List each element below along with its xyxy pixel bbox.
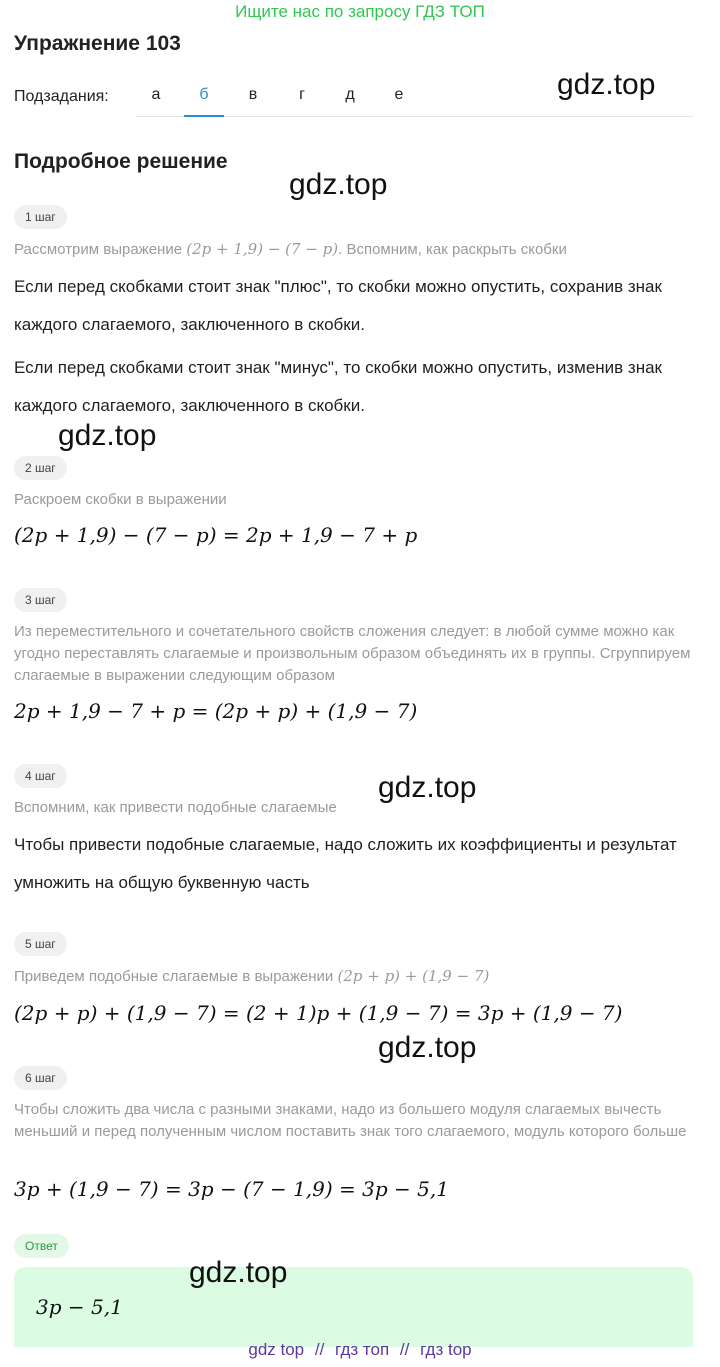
step-chip: 1 шаг <box>14 205 67 229</box>
footer-link[interactable]: гдз top <box>420 1340 472 1359</box>
footer-separator: // <box>314 1340 325 1359</box>
step-chip: 3 шаг <box>14 588 67 612</box>
rule-text: Если перед скобками стоит знак "минус", то скобки можно опустить, изменив знак каждого слагаемого, заключенного в скобки. <box>14 358 662 415</box>
step-hint: Вспомним, как привести подобные слагаемые <box>14 799 337 816</box>
hint-math: (2p + 1,9) − (7 − p) <box>186 240 339 258</box>
tab-e[interactable]: е <box>394 86 404 103</box>
tab-b[interactable]: б <box>184 86 224 104</box>
tab-g[interactable]: г <box>299 86 305 103</box>
formula: 2p + 1,9 − 7 + p = (2p + p) + (1,9 − 7) <box>14 699 418 723</box>
step-chip: 5 шаг <box>14 932 67 956</box>
formula: 3p + (1,9 − 7) = 3p − (7 − 1,9) = 3p − 5,1 <box>14 1177 449 1201</box>
footer-link[interactable]: гдз топ <box>335 1340 390 1359</box>
formula: (2p + 1,9) − (7 − p) = 2p + 1,9 − 7 + p <box>14 523 418 547</box>
watermark: gdz.top <box>378 771 477 804</box>
tab-d[interactable]: д <box>345 86 355 103</box>
step-hint: Из переместительного и сочетательного свойств сложения следует: в любой сумме можно как угодно переставлять слагаемые и произвольным образом объединять их в группы. Сгруппируем слагаемые в выражении следующим образом <box>14 623 691 684</box>
step-chip: 2 шаг <box>14 456 67 480</box>
rule-text: Чтобы привести подобные слагаемые, надо сложить их коэффициенты и результат умножить на общую буквенную часть <box>14 835 677 892</box>
answer-chip: Ответ <box>14 1234 69 1258</box>
hint-math: (2p + p) + (1,9 − 7) <box>337 967 490 985</box>
footer-link[interactable]: gdz top <box>248 1340 305 1359</box>
watermark: gdz.top <box>289 168 388 201</box>
step-hint: Раскроем скобки в выражении <box>14 491 227 508</box>
promo-banner: Ищите нас по запросу ГДЗ ТОП <box>235 2 485 21</box>
step-hint: Чтобы сложить два числа с разными знаками, надо из большего модуля слагаемых вычесть меньший и перед полученным числом поставить знак того слагаемого, модуль которого больше <box>14 1101 687 1140</box>
answer-value: 3p − 5,1 <box>36 1295 123 1319</box>
watermark: gdz.top <box>58 419 157 452</box>
formula: (2p + p) + (1,9 − 7) = (2 + 1)p + (1,9 − 7) = 3p + (1,9 − 7) <box>14 1001 623 1025</box>
step-hint <box>14 238 704 261</box>
answer-box <box>14 1267 693 1347</box>
footer-separator: // <box>399 1340 410 1359</box>
hint-text: . Вспомним, как раскрыть скобки <box>338 241 567 258</box>
page-title: Упражнение 103 <box>14 32 181 55</box>
subtasks-label: Подзадания: <box>14 88 109 105</box>
step-chip: 6 шаг <box>14 1066 67 1090</box>
watermark: gdz.top <box>557 68 656 101</box>
hint-text: Приведем подобные слагаемые в выражении <box>14 968 338 985</box>
tab-a[interactable]: а <box>151 86 161 103</box>
rule-text: Если перед скобками стоит знак "плюс", то скобки можно опустить, сохранив знак каждого слагаемого, заключенного в скобки. <box>14 277 662 334</box>
footer-links <box>0 1340 720 1360</box>
watermark: gdz.top <box>378 1031 477 1064</box>
hint-text: Рассмотрим выражение <box>14 241 187 258</box>
tab-v[interactable]: в <box>248 86 258 103</box>
step-chip: 4 шаг <box>14 764 67 788</box>
step-hint <box>14 965 704 988</box>
watermark: gdz.top <box>189 1256 288 1289</box>
section-title: Подробное решение <box>14 150 228 173</box>
